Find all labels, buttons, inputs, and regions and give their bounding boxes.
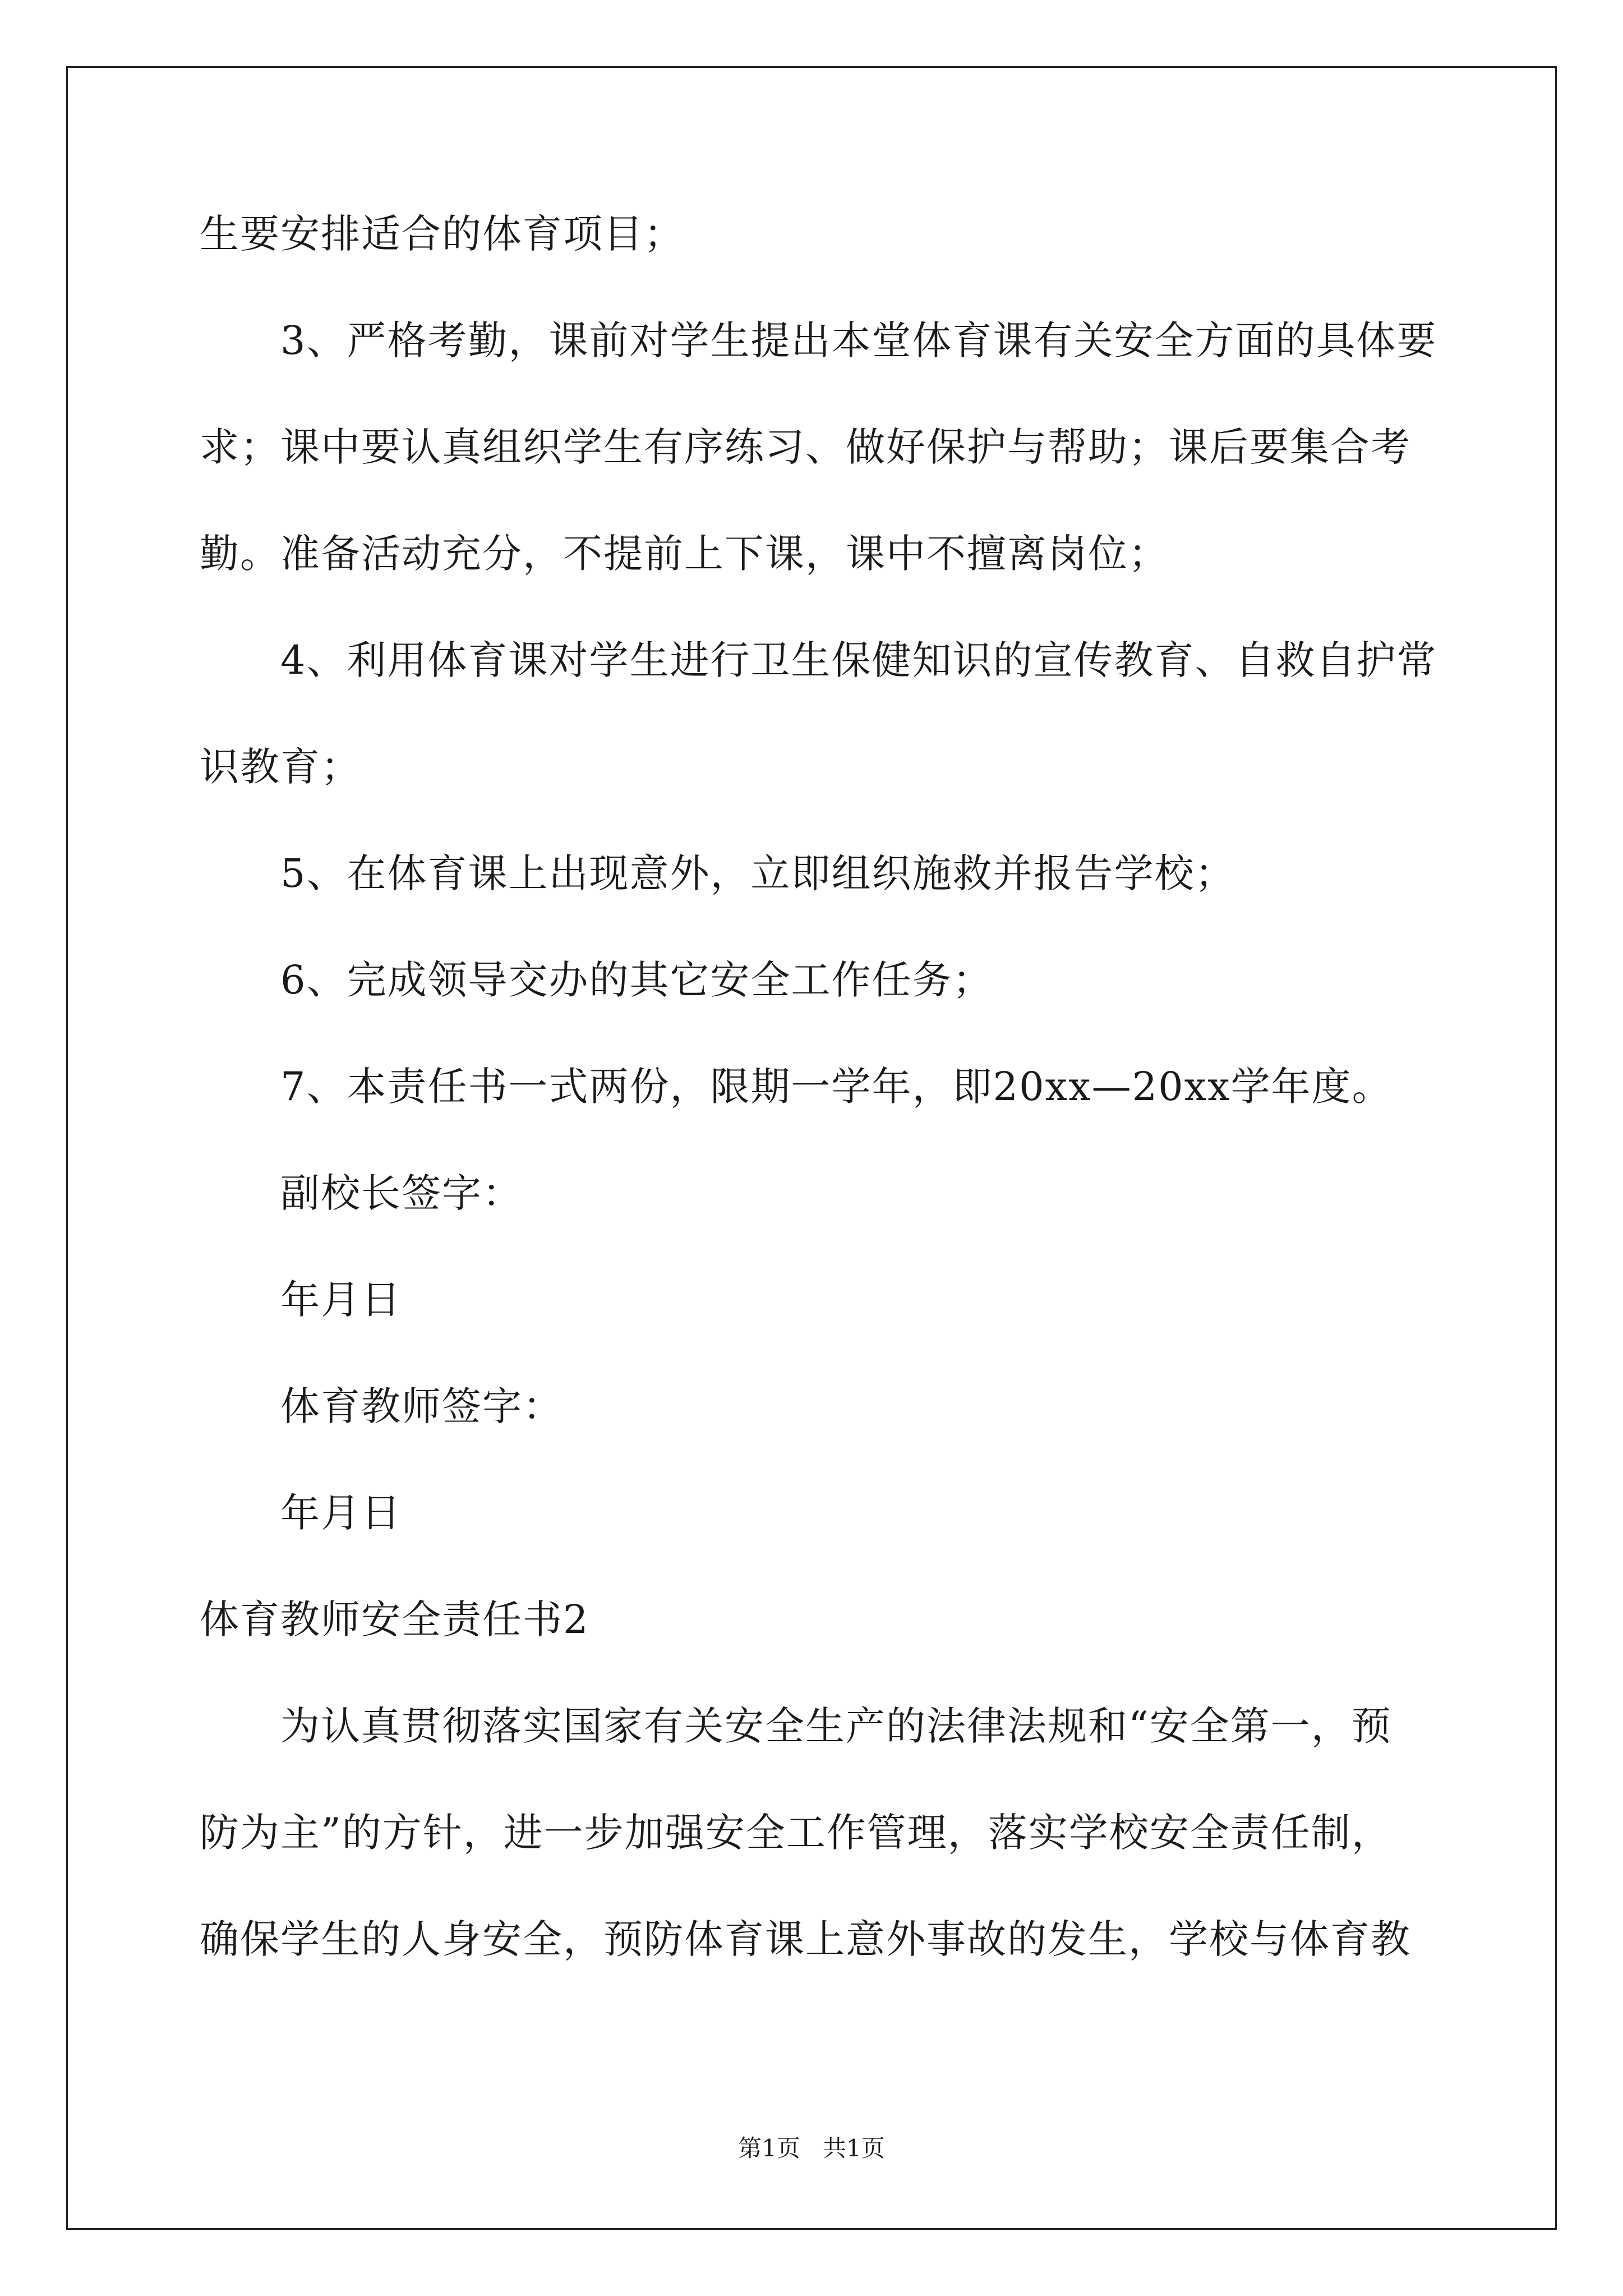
text-line: 生要安排适合的体育项目； bbox=[200, 211, 684, 257]
text-line: 7、本责任书一式两份，限期一学年，即20xx—20xx学年度。 bbox=[280, 1064, 1393, 1110]
signature-label-teacher: 体育教师签字： bbox=[280, 1383, 563, 1429]
date-label: 年月日 bbox=[280, 1490, 402, 1536]
text-line: 6、完成领导交办的其它安全工作任务； bbox=[280, 957, 993, 1003]
text-line: 为认真贯彻落实国家有关安全生产的法律法规和“安全第一，预 bbox=[280, 1703, 1392, 1749]
page-border bbox=[66, 66, 1557, 2230]
text-line: 5、在体育课上出现意外，立即组织施救并报告学校； bbox=[280, 850, 1235, 896]
text-line: 勤。准备活动充分，不提前上下课，课中不擅离岗位； bbox=[200, 531, 1169, 577]
page-number-footer: 第1页 共1页 bbox=[738, 2134, 885, 2162]
date-label: 年月日 bbox=[280, 1277, 402, 1323]
text-line: 防为主”的方针，进一步加强安全工作管理，落实学校安全责任制， bbox=[200, 1810, 1392, 1856]
text-line: 3、严格考勤，课前对学生提出本堂体育课有关安全方面的具体要 bbox=[280, 318, 1437, 364]
text-line: 求；课中要认真组织学生有序练习、做好保护与帮助；课后要集合考 bbox=[200, 424, 1411, 470]
text-line: 确保学生的人身安全，预防体育课上意外事故的发生，学校与体育教 bbox=[200, 1916, 1411, 1962]
text-line: 4、利用体育课对学生进行卫生保健知识的宣传教育、自救自护常 bbox=[280, 637, 1437, 683]
text-line: 识教育； bbox=[200, 744, 361, 790]
section-heading: 体育教师安全责任书2 bbox=[200, 1596, 589, 1642]
signature-label-vice-principal: 副校长签字： bbox=[280, 1170, 523, 1216]
